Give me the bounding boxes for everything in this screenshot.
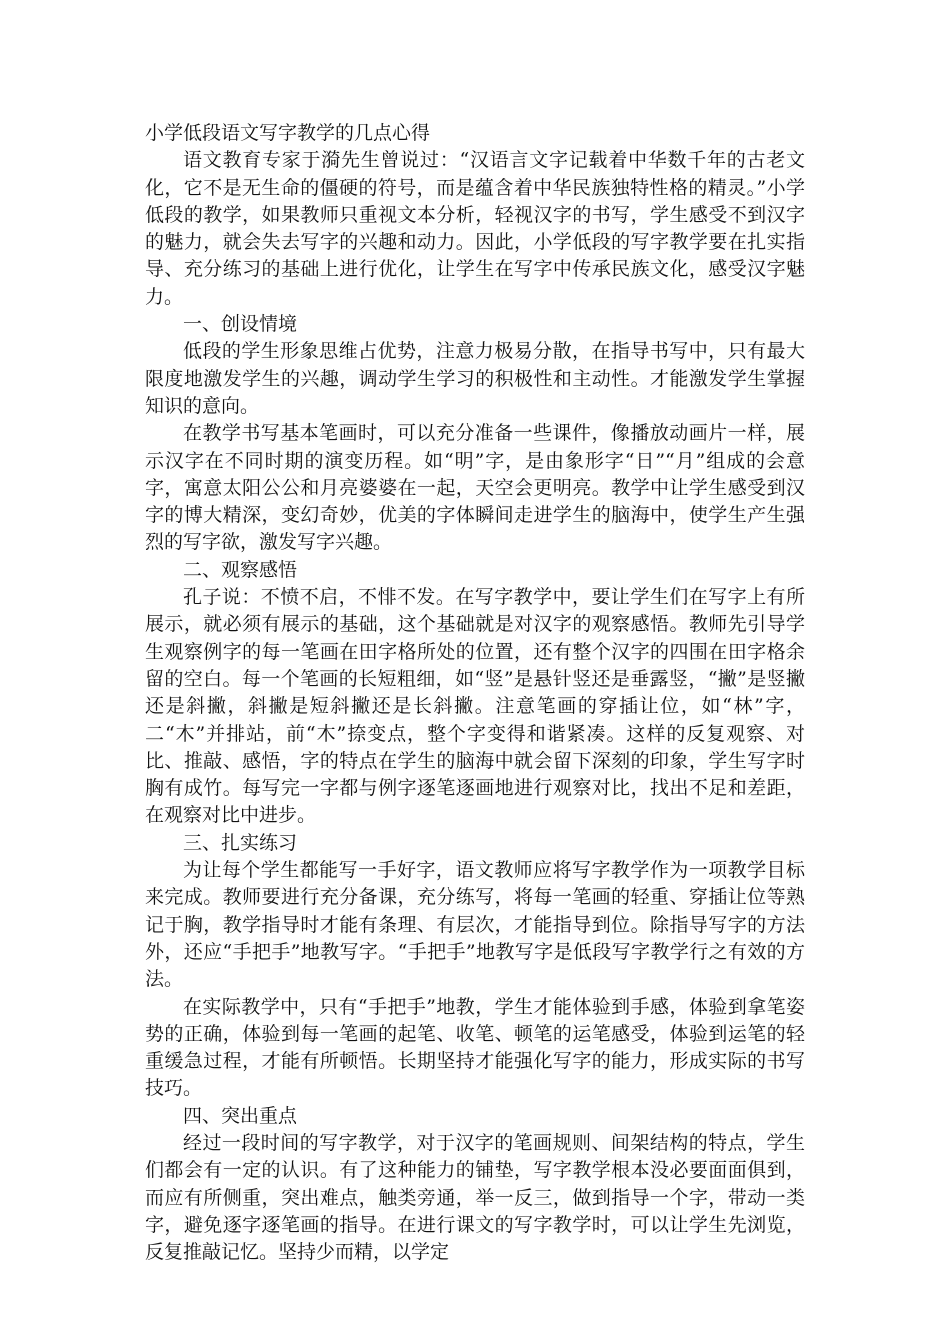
section-heading-1: 一、创设情境 xyxy=(183,313,298,336)
paragraph-1b: 在教学书写基本笔画时，可以充分准备一些课件，像播放动画片一样，展示汉字在不同时期的演变历程。如“明”字，是由象形字“日”“月”组成的会意字，寓意太阳公公和月亮婆婆在一起，天空会更明亮。教学中让学生感受到汉字的博大精深，变幻奇妙，优美的字体瞬间走进学生的脑海中，使学生产生强烈的写字欲，激发写字兴趣。 xyxy=(145,422,805,554)
document-title: 小学低段语文写字教学的几点心得 xyxy=(145,122,431,144)
section-heading-4: 四、突出重点 xyxy=(183,1104,298,1127)
paragraph-3a: 为让每个学生都能写一手好字，语文教师应将写字教学作为一项教学目标来完成。教师要进行充分备课，充分练写，将每一笔画的轻重、穿插让位等熟记于胸，教学指导时才能有条理、有层次，才能指导到位。除指导写字的方法外，还应“手把手”地教写字。“手把手”地教写字是低段写字教学行之有效的方法。 xyxy=(145,859,805,991)
document-page xyxy=(145,120,805,1266)
section-heading-2: 二、观察感悟 xyxy=(183,558,298,581)
paragraph-3b: 在实际教学中，只有“手把手”地教，学生才能体验到手感，体验到拿笔姿势的正确，体验到每一笔画的起笔、收笔、顿笔的运笔感受，体验到运笔的轻重缓急过程，才能有所顿悟。长期坚持才能强化写字的能力，形成实际的书写技巧。 xyxy=(145,995,805,1100)
paragraph-4a: 经过一段时间的写字教学，对于汉字的笔画规则、间架结构的特点，学生们都会有一定的认识。有了这种能力的铺垫，写字教学根本没必要面面俱到，而应有所侧重，突出难点，触类旁通，举一反三，做到指导一个字，带动一类字，避免逐字逐笔画的指导。在进行课文的写字教学时，可以让学生先浏览，反复推敲记忆。坚持少而精，以学定 xyxy=(145,1131,805,1264)
paragraph-intro: 语文教育专家于漪先生曾说过：“汉语言文字记载着中华数千年的古老文化，它不是无生命的僵硬的符号，而是蕴含着中华民族独特性格的精灵。”小学低段的教学，如果教师只重视文本分析，轻视汉字的书写，学生感受不到汉字的魅力，就会失去写字的兴趣和动力。因此，小学低段的写字教学要在扎实指导、充分练习的基础上进行优化，让学生在写字中传承民族文化，感受汉字魅力。 xyxy=(145,149,805,308)
section-heading-3: 三、扎实练习 xyxy=(183,831,298,854)
paragraph-1a: 低段的学生形象思维占优势，注意力极易分散，在指导书写中，只有最大限度地激发学生的兴趣，调动学生学习的积极性和主动性。才能激发学生掌握知识的意向。 xyxy=(145,340,805,417)
paragraph-2a: 孔子说：不愤不启，不悱不发。在写字教学中，要让学生们在写字上有所展示，就必须有展示的基础，这个基础就是对汉字的观察感悟。教师先引导学生观察例字的每一笔画在田字格所处的位置，还有整个汉字的四围在田字格余留的空白。每一个笔画的长短粗细，如“竖”是悬针竖还是垂露竖，“撇”是竖撇还是斜撇，斜撇是短斜撇还是长斜撇。注意笔画的穿插让位，如“林”字，二“木”并排站，前“木”捺变点，整个字变得和谐紧凑。这样的反复观察、对比、推敲、感悟，字的特点在学生的脑海中就会留下深刻的印象，学生写字时胸有成竹。每写完一字都与例字逐笔逐画地进行观察对比，找出不足和差距，在观察对比中进步。 xyxy=(145,586,805,827)
